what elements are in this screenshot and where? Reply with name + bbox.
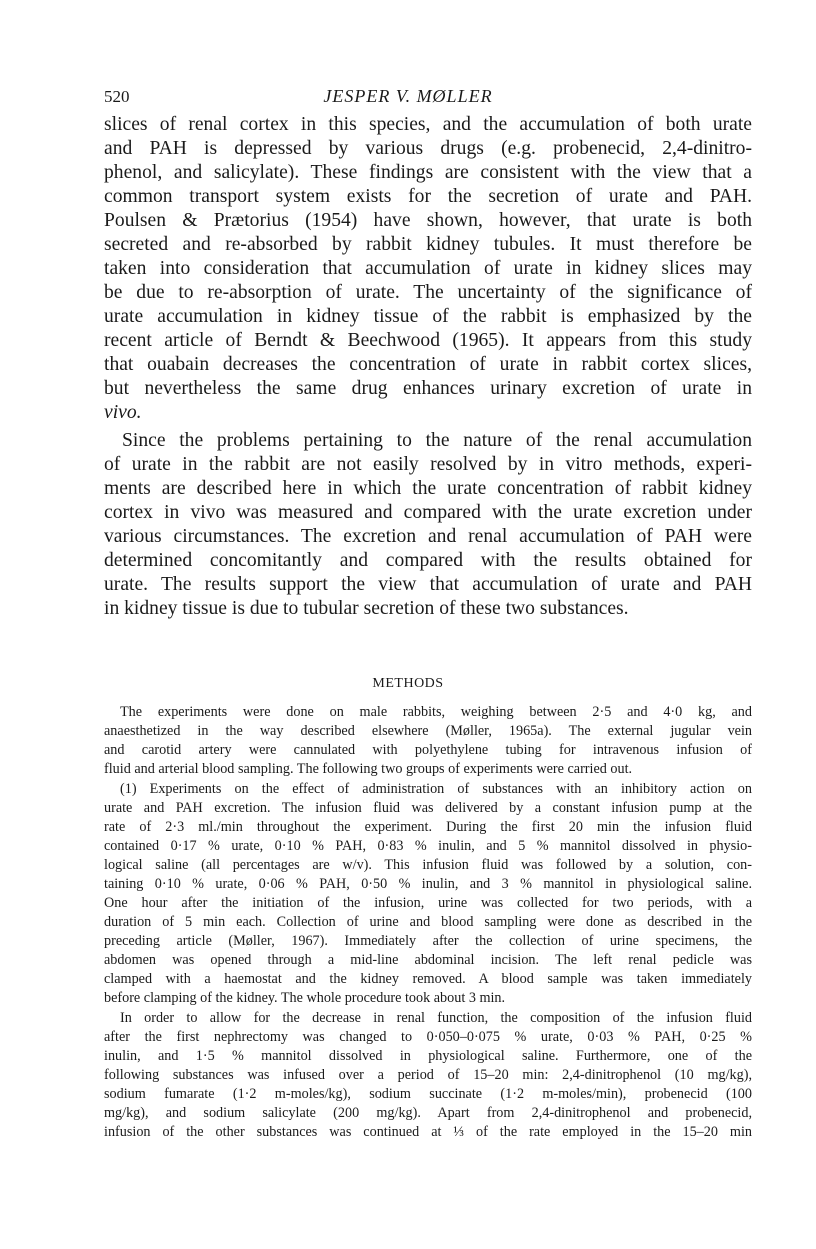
text-line: fluid and arterial blood sampling. The following two groups of experiments were carried out. xyxy=(104,761,633,777)
page-number: 520 xyxy=(104,87,130,106)
text-line: taken into consideration that accumulation of urate in kidney slices may xyxy=(104,258,752,279)
text-line: urate and PAH excretion. The infusion fluid was delivered by a constant infusion pump at the xyxy=(104,800,752,816)
text-line: that ouabain decreases the concentration of urate in rabbit cortex slices, xyxy=(104,354,752,375)
text-line: ments are described here in which the urate concentration of rabbit kidney xyxy=(104,478,752,499)
text-line: inulin, and 1·5 % mannitol dissolved in physiological saline. Furthermore, one of the xyxy=(104,1048,752,1064)
text-line: anaesthetized in the way described elsewhere (Møller, 1965a). The external jugular vein xyxy=(104,723,752,739)
text-line: before clamping of the kidney. The whole procedure took about 3 min. xyxy=(104,990,506,1006)
text-line: various circumstances. The excretion and renal accumulation of PAH were xyxy=(104,526,752,547)
running-title: JESPER V. MØLLER xyxy=(323,86,493,106)
text-line: slices of renal cortex in this species, and the accumulation of both urate xyxy=(104,114,752,135)
text-line: preceding article (Møller, 1967). Immediately after the collection of urine specimens, the xyxy=(104,933,752,949)
text-line: duration of 5 min each. Collection of urine and blood sampling were done as described in the xyxy=(104,914,752,930)
text-line: after the first nephrectomy was changed to 0·050–0·075 % urate, 0·03 % PAH, 0·25 % xyxy=(104,1029,752,1045)
text-line: rate of 2·3 ml./min throughout the experiment. During the first 20 min the infusion fluid xyxy=(104,819,752,835)
text-line: The experiments were done on male rabbits, weighing between 2·5 and 4·0 kg, and xyxy=(120,704,752,720)
text-line: sodium fumarate (1·2 m-moles/kg), sodium succinate (1·2 m-moles/min), probenecid (100 xyxy=(104,1086,752,1102)
text-line: logical saline (all percentages are w/v). This infusion fluid was followed by a solution, con- xyxy=(104,857,752,873)
text-line: clamped with a haemostat and the kidney removed. A blood sample was taken immediately xyxy=(104,971,752,987)
text-line: of urate in the rabbit are not easily resolved by in vitro methods, experi- xyxy=(104,454,752,475)
text-line: vivo. xyxy=(104,402,142,423)
text-line: but nevertheless the same drug enhances urinary excretion of urate in xyxy=(104,378,752,399)
text-line: following substances was infused over a period of 15–20 min: 2,4-dinitrophenol (10 mg/kg), xyxy=(104,1067,752,1083)
text-line: recent article of Berndt & Beechwood (1965). It appears from this study xyxy=(104,330,752,351)
text-line: abdomen was opened through a mid-line abdominal incision. The left renal pedicle was xyxy=(104,952,752,968)
text-line: urate. The results support the view that accumulation of urate and PAH xyxy=(104,574,752,595)
text-line: phenol, and salicylate). These findings are consistent with the view that a xyxy=(104,162,752,183)
text-line: (1) Experiments on the effect of administration of substances with an inhibitory action on xyxy=(120,781,752,797)
text-line: Poulsen & Prætorius (1954) have shown, however, that urate is both xyxy=(104,210,752,231)
text-line: taining 0·10 % urate, 0·06 % PAH, 0·50 % inulin, and 3 % mannitol in physiological saline. xyxy=(104,876,752,892)
text-line: common transport system exists for the secretion of urate and PAH. xyxy=(104,186,752,207)
text-line: Since the problems pertaining to the nature of the renal accumulation xyxy=(122,430,752,451)
text-line: secreted and re-absorbed by rabbit kidney tubules. It must therefore be xyxy=(104,234,752,255)
text-line: contained 0·17 % urate, 0·10 % PAH, 0·83 % inulin, and 5 % mannitol dissolved in physio- xyxy=(104,838,752,854)
text-line: in kidney tissue is due to tubular secretion of these two substances. xyxy=(104,598,629,619)
text-line: cortex in vivo was measured and compared with the urate excretion under xyxy=(104,502,752,523)
text-line: determined concomitantly and compared with the results obtained for xyxy=(104,550,752,571)
text-line: and carotid artery were cannulated with polyethylene tubing for intravenous infusion of xyxy=(104,742,752,758)
section-heading-methods: METHODS xyxy=(372,676,444,691)
text-line: In order to allow for the decrease in renal function, the composition of the infusion fluid xyxy=(120,1010,752,1026)
text-line: and PAH is depressed by various drugs (e.g. probenecid, 2,4-dinitro- xyxy=(104,138,752,159)
text-line: infusion of the other substances was continued at ⅓ of the rate employed in the 15–20 min xyxy=(104,1124,752,1140)
text-line: be due to re-absorption of urate. The uncertainty of the significance of xyxy=(104,282,752,303)
text-line: urate accumulation in kidney tissue of the rabbit is emphasized by the xyxy=(104,306,752,327)
text-line: mg/kg), and sodium salicylate (200 mg/kg). Apart from 2,4-dinitrophenol and probenecid, xyxy=(104,1105,752,1121)
text-line: One hour after the initiation of the infusion, urine was collected for two periods, with a xyxy=(104,895,752,911)
